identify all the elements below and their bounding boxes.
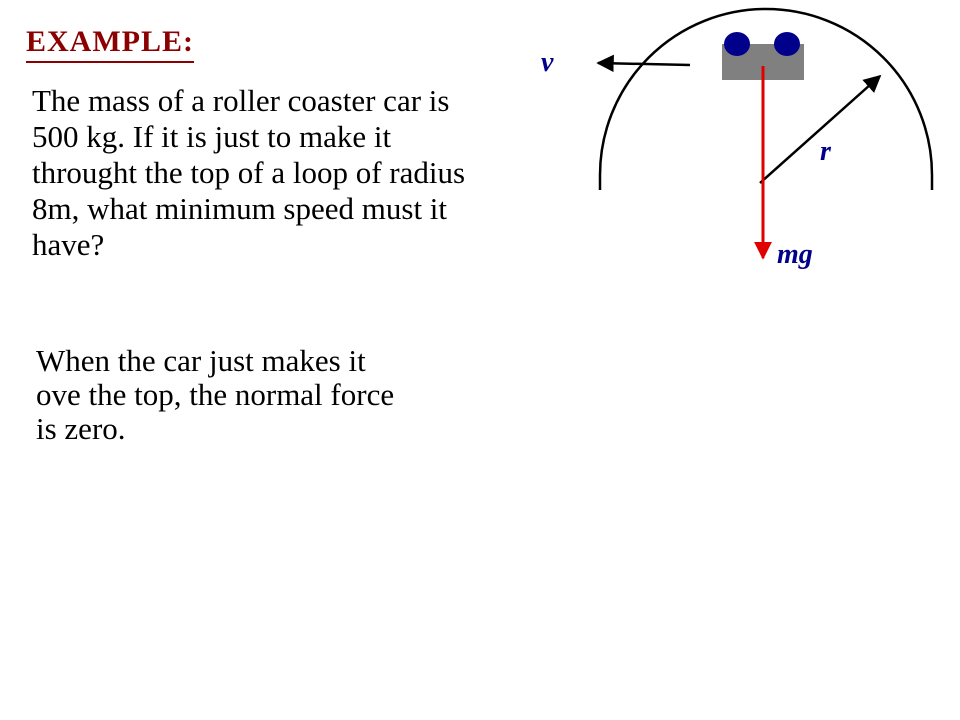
car-wheel-right <box>774 32 800 56</box>
radius-label: r <box>820 136 831 167</box>
problem-line: 8m, what minimum speed must it <box>32 191 448 226</box>
problem-line: have? <box>32 227 105 262</box>
example-heading: EXAMPLE: <box>26 24 194 63</box>
car-wheel-left <box>724 32 750 56</box>
solution-line: When the car just makes it <box>36 343 366 378</box>
weight-label: mg <box>777 239 813 270</box>
problem-line: 500 kg. If it is just to make it <box>32 119 392 154</box>
solution-line: ove the top, the normal force <box>36 377 395 412</box>
velocity-arrow <box>598 63 690 65</box>
problem-line: throught the top of a loop of radius <box>32 155 466 190</box>
loop-track <box>600 9 932 190</box>
solution-line: is zero. <box>36 411 126 446</box>
velocity-label: v <box>541 47 554 78</box>
problem-line: The mass of a roller coaster car is <box>32 83 450 118</box>
